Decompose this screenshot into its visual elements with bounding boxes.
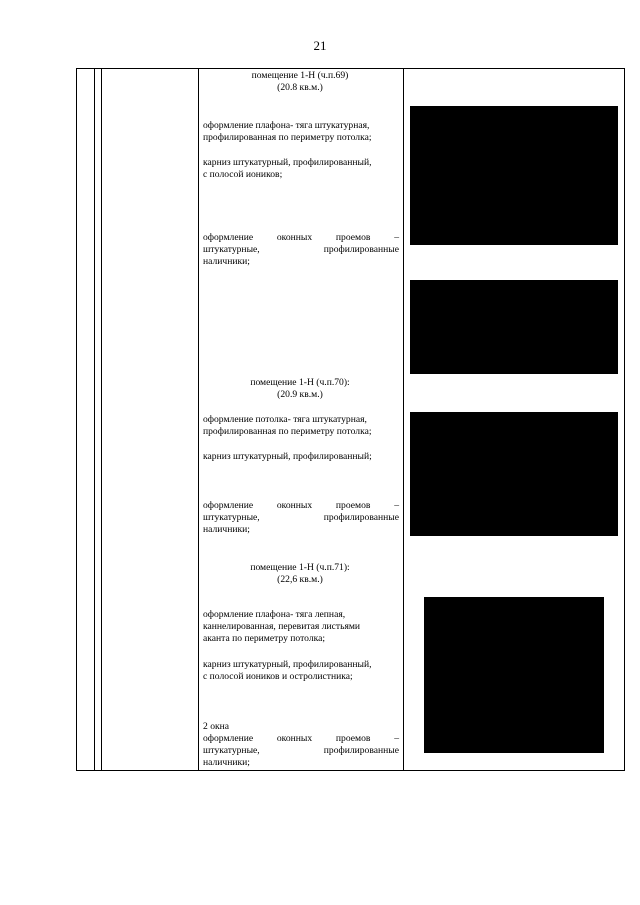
room-69-item-3-line-1: оформление оконных проемов –: [203, 232, 399, 243]
room-69-item-1-line-1: оформление плафона- тяга штукатурная,: [203, 120, 370, 131]
room-71-item-3-line-4: наличники;: [203, 757, 250, 768]
redacted-photo-2: [410, 280, 618, 374]
column-divider-2: [101, 68, 102, 771]
room-69-title: помещение 1-Н (ч.п.69): [251, 70, 349, 81]
room-69-item-1-line-2: профилированная по периметру потолка;: [203, 132, 372, 143]
room-69-item-2-line-1: карниз штукатурный, профилированный,: [203, 157, 372, 168]
redacted-photo-1: [410, 106, 618, 245]
room-71-item-1-line-3: аканта по периметру потолка;: [203, 633, 326, 644]
room-69-area: (20.8 кв.м.): [277, 82, 323, 93]
column-divider-1: [94, 68, 95, 771]
room-69-item-2-line-2: с полосой иоников;: [203, 169, 283, 180]
room-69-item-3-line-2: штукатурные, профилированные: [203, 244, 399, 255]
room-71-item-1-line-2: каннелированная, перевитая листьями: [203, 621, 361, 632]
column-divider-3: [198, 68, 199, 771]
room-71-item-3-line-3: штукатурные, профилированные: [203, 745, 399, 756]
redacted-photo-3: [410, 412, 618, 536]
room-71-item-3-line-2: оформление оконных проемов –: [203, 733, 399, 744]
room-70-item-3-line-3: наличники;: [203, 524, 250, 535]
room-71-title: помещение 1-Н (ч.п.71):: [250, 562, 350, 573]
room-70-item-1-line-2: профилированная по периметру потолка;: [203, 426, 372, 437]
room-70-item-3-line-2: штукатурные, профилированные: [203, 512, 399, 523]
room-70-item-3-line-1: оформление оконных проемов –: [203, 500, 399, 511]
room-70-item-1-line-1: оформление потолка- тяга штукатурная,: [203, 414, 367, 425]
room-71-item-2-line-1: карниз штукатурный, профилированный,: [203, 659, 372, 670]
page-number: 21: [313, 38, 327, 53]
room-69-item-3-line-3: наличники;: [203, 256, 250, 267]
room-70-area: (20.9 кв.м.): [277, 389, 323, 400]
room-71-item-2-line-2: с полосой иоников и остролистника;: [203, 671, 353, 682]
redacted-photo-4: [424, 597, 604, 753]
room-70-title: помещение 1-Н (ч.п.70):: [250, 377, 350, 388]
column-divider-4: [403, 68, 404, 771]
room-71-item-3-line-1: 2 окна: [203, 721, 230, 732]
room-71-item-1-line-1: оформление плафона- тяга лепная,: [203, 609, 346, 620]
room-70-item-2-line-1: карниз штукатурный, профилированный;: [203, 451, 372, 462]
room-71-area: (22,6 кв.м.): [277, 574, 323, 585]
